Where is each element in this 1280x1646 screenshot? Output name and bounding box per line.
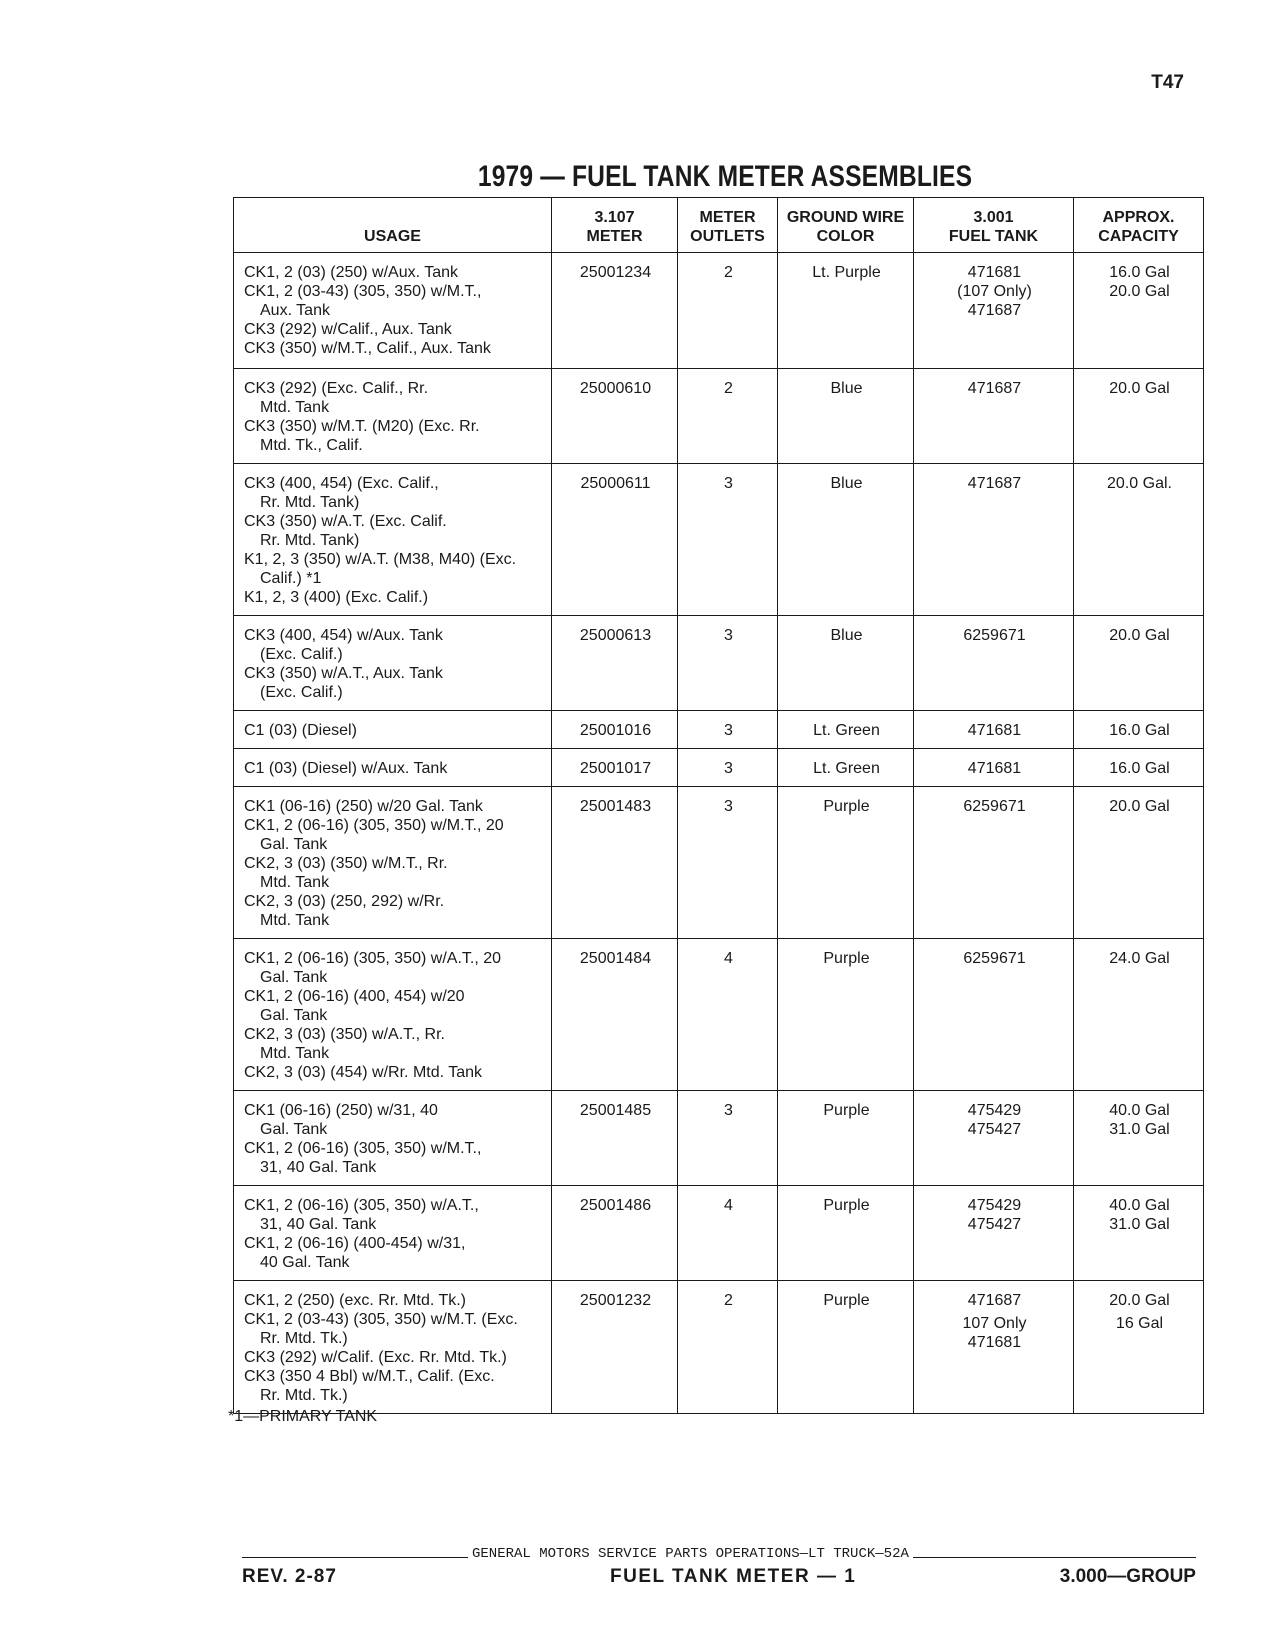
ground-wire-cell-value: Blue [830,627,863,644]
footer-operations: GENERAL MOTORS SERVICE PARTS OPERATIONS—LT TRUCK—52A [468,1546,913,1562]
fuel-tank-cell-value: 475427 [967,1216,1022,1233]
usage-line: Mtd. Tank [260,399,330,416]
header-usage: USAGE [234,198,552,253]
fuel-tank-cell-value: 471681 [967,1334,1022,1351]
usage-line: CK3 (350) w/M.T. (M20) (Exc. Rr. [244,418,480,435]
capacity-cell [1074,787,1204,939]
fuel-tank-cell-value: 475429 [967,1197,1022,1214]
usage-line: CK3 (292) w/Calif. (Exc. Rr. Mtd. Tk.) [244,1349,507,1366]
ground-wire-cell [778,369,914,464]
ground-wire-cell-value: Lt. Green [813,760,880,777]
usage-line: CK3 (292) w/Calif., Aux. Tank [244,321,452,338]
fuel-tank-cell [914,1091,1074,1186]
usage-line: CK1 (06-16) (250) w/31, 40 [244,1102,438,1119]
usage-line: C1 (03) (Diesel) w/Aux. Tank [244,760,448,777]
outlets-cell-value: 3 [724,627,733,644]
ground-wire-cell [778,787,914,939]
capacity-cell-value: 20.0 Gal. [1107,475,1172,492]
usage-line: 31, 40 Gal. Tank [260,1216,377,1233]
ground-wire-cell-value: Lt. Purple [812,264,881,281]
capacity-cell-value: 40.0 Gal [1109,1102,1170,1119]
table-row [234,939,1204,1091]
ground-wire-cell-value: Purple [823,798,870,815]
usage-line: Rr. Mtd. Tk.) [260,1330,348,1347]
fuel-tank-cell-value: 471681 [967,722,1022,739]
outlets-cell-value: 4 [724,1197,733,1214]
outlets-cell [678,749,778,787]
fuel-tank-cell-value: 471687 [967,1292,1022,1309]
page-id: T47 [1151,72,1184,93]
fuel-tank-meter-table [233,197,1204,1414]
capacity-cell [1074,1091,1204,1186]
fuel-tank-cell [914,787,1074,939]
ground-wire-cell-value: Lt. Green [813,722,880,739]
meter-cell [552,1281,678,1414]
usage-line: CK1, 2 (03-43) (305, 350) w/M.T. (Exc. [244,1311,518,1328]
ground-wire-cell [778,253,914,369]
outlets-cell-value: 3 [724,798,733,815]
outlets-cell [678,787,778,939]
ground-wire-cell [778,616,914,711]
fuel-tank-cell-value: 471681 [967,264,1022,281]
meter-cell-value: 25001485 [579,1102,652,1119]
fuel-tank-cell [914,749,1074,787]
header-meter: 3.107 METER [552,198,678,253]
usage-cell [234,787,552,939]
usage-line: CK3 (350 4 Bbl) w/M.T., Calif. (Exc. [244,1368,495,1385]
usage-line: (Exc. Calif.) [260,684,343,701]
usage-line: Mtd. Tank [260,874,330,891]
usage-line: CK3 (400, 454) (Exc. Calif., [244,475,439,492]
meter-cell-value: 25001234 [579,264,652,281]
usage-line: CK2, 3 (03) (350) w/A.T., Rr. [244,1026,445,1043]
capacity-cell-value: 31.0 Gal [1109,1216,1170,1233]
usage-line: CK3 (350) w/A.T., Aux. Tank [244,665,443,682]
outlets-cell [678,1186,778,1281]
meter-cell [552,711,678,749]
usage-line: CK1 (06-16) (250) w/20 Gal. Tank [244,798,483,815]
usage-line: Rr. Mtd. Tk.) [260,1387,348,1404]
footer-section-title: FUEL TANK METER — 1 [610,1566,857,1587]
ground-wire-cell [778,939,914,1091]
fuel-tank-cell [914,253,1074,369]
usage-line: 31, 40 Gal. Tank [260,1159,377,1176]
ground-wire-cell [778,1091,914,1186]
usage-line: CK1, 2 (03-43) (305, 350) w/M.T., [244,283,482,300]
outlets-cell [678,1281,778,1414]
usage-line: CK1, 2 (06-16) (305, 350) w/A.T., 20 [244,950,502,967]
usage-line: Aux. Tank [260,302,330,319]
usage-line: K1, 2, 3 (400) (Exc. Calif.) [244,589,429,606]
ground-wire-cell [778,464,914,616]
table-row [234,1186,1204,1281]
outlets-cell-value: 2 [724,264,733,281]
usage-cell [234,464,552,616]
usage-line: Gal. Tank [260,1121,328,1138]
usage-cell [234,253,552,369]
header-fuel-tank: 3.001 FUEL TANK [914,198,1074,253]
capacity-cell [1074,616,1204,711]
table-row [234,464,1204,616]
table-row [234,616,1204,711]
usage-line: CK3 (292) (Exc. Calif., Rr. [244,380,429,397]
fuel-tank-cell-value: 6259671 [963,798,1026,815]
usage-line: K1, 2, 3 (350) w/A.T. (M38, M40) (Exc. [244,551,517,568]
meter-cell [552,1091,678,1186]
table-row [234,1091,1204,1186]
usage-line: (Exc. Calif.) [260,646,343,663]
outlets-cell-value: 3 [724,760,733,777]
table-row [234,369,1204,464]
footnote: *1—PRIMARY TANK [228,1408,378,1425]
meter-cell-value: 25001486 [579,1197,652,1214]
page-title: 1979 — FUEL TANK METER ASSEMBLIES [477,160,973,193]
fuel-tank-cell-value: 6259671 [963,950,1026,967]
usage-line: Rr. Mtd. Tank) [260,532,360,549]
fuel-tank-cell [914,1281,1074,1414]
outlets-cell-value: 4 [724,950,733,967]
meter-cell [552,253,678,369]
table-row [234,711,1204,749]
capacity-cell-value: 40.0 Gal [1109,1197,1170,1214]
ground-wire-cell-value: Purple [823,1197,870,1214]
ground-wire-cell-value: Purple [823,1292,870,1309]
capacity-cell-value: 20.0 Gal [1109,380,1170,397]
fuel-tank-cell [914,1186,1074,1281]
fuel-tank-cell [914,616,1074,711]
usage-cell [234,749,552,787]
fuel-tank-cell-value: 471687 [967,475,1022,492]
capacity-cell-value: 20.0 Gal [1109,1292,1170,1309]
usage-line: C1 (03) (Diesel) [244,722,357,739]
usage-line: Mtd. Tank [260,1045,330,1062]
table-row [234,253,1204,369]
usage-line: CK3 (350) w/M.T., Calif., Aux. Tank [244,340,491,357]
capacity-cell [1074,749,1204,787]
usage-line: CK2, 3 (03) (250, 292) w/Rr. [244,893,445,910]
fuel-tank-cell-value: 107 Only [962,1315,1027,1332]
fuel-tank-cell [914,711,1074,749]
outlets-cell-value: 3 [724,722,733,739]
capacity-cell [1074,369,1204,464]
ground-wire-cell-value: Blue [830,475,863,492]
ground-wire-cell [778,749,914,787]
outlets-cell-value: 3 [724,475,733,492]
capacity-cell [1074,1281,1204,1414]
usage-cell [234,1281,552,1414]
capacity-cell-value: 16.0 Gal [1109,264,1170,281]
meter-cell-value: 25000613 [579,627,652,644]
usage-cell [234,1186,552,1281]
capacity-cell-value: 20.0 Gal [1109,798,1170,815]
meter-cell [552,749,678,787]
usage-line: Gal. Tank [260,836,328,853]
meter-cell [552,939,678,1091]
table-row [234,787,1204,939]
meter-cell [552,787,678,939]
outlets-cell [678,711,778,749]
meter-cell-value: 25001232 [579,1292,652,1309]
header-ground-wire: GROUND WIRE COLOR [778,198,914,253]
usage-line: Calif.) *1 [260,570,322,587]
usage-cell [234,711,552,749]
usage-line: Gal. Tank [260,969,328,986]
usage-line: CK2, 3 (03) (454) w/Rr. Mtd. Tank [244,1064,483,1081]
outlets-cell [678,616,778,711]
usage-line: Mtd. Tank [260,912,330,929]
outlets-cell [678,253,778,369]
capacity-cell-value: 20.0 Gal [1109,283,1170,300]
capacity-cell-value: 20.0 Gal [1109,627,1170,644]
meter-cell-value: 25001016 [579,722,652,739]
meter-cell-value: 25001484 [579,950,652,967]
capacity-cell-value: 16 Gal [1115,1315,1164,1332]
outlets-cell-value: 3 [724,1102,733,1119]
usage-cell [234,1091,552,1186]
fuel-tank-cell-value: 471687 [967,380,1022,397]
capacity-cell [1074,939,1204,1091]
outlets-cell [678,939,778,1091]
table-header-row [234,198,1204,253]
fuel-tank-cell-value: 475427 [967,1121,1022,1138]
ground-wire-cell-value: Purple [823,1102,870,1119]
usage-line: 40 Gal. Tank [260,1254,350,1271]
fuel-tank-cell-value: 6259671 [963,627,1026,644]
fuel-tank-cell-value: 471681 [967,760,1022,777]
usage-line: Mtd. Tk., Calif. [260,437,363,454]
usage-cell [234,616,552,711]
capacity-cell-value: 31.0 Gal [1109,1121,1170,1138]
capacity-cell-value: 24.0 Gal [1109,950,1170,967]
usage-line: CK1, 2 (03) (250) w/Aux. Tank [244,264,459,281]
meter-cell-value: 25000610 [579,380,652,397]
usage-cell [234,369,552,464]
usage-line: Rr. Mtd. Tank) [260,494,360,511]
outlets-cell [678,369,778,464]
usage-line: CK1, 2 (06-16) (400-454) w/31, [244,1235,466,1252]
footer-group: 3.000—GROUP [1059,1566,1196,1587]
capacity-cell-value: 16.0 Gal [1109,722,1170,739]
usage-line: CK1, 2 (06-16) (305, 350) w/A.T., [244,1197,479,1214]
outlets-cell [678,464,778,616]
usage-line: CK1, 2 (250) (exc. Rr. Mtd. Tk.) [244,1292,466,1309]
fuel-tank-cell [914,939,1074,1091]
meter-cell-value: 25001483 [579,798,652,815]
usage-line: CK3 (350) w/A.T. (Exc. Calif. [244,513,447,530]
header-outlets: METER OUTLETS [678,198,778,253]
capacity-cell-value: 16.0 Gal [1109,760,1170,777]
usage-line: Gal. Tank [260,1007,328,1024]
fuel-tank-cell [914,464,1074,616]
footer-revision: REV. 2-87 [242,1566,337,1587]
ground-wire-cell [778,1281,914,1414]
fuel-tank-cell-value: 475429 [967,1102,1022,1119]
usage-line: CK1, 2 (06-16) (305, 350) w/M.T., 20 [244,817,504,834]
header-capacity: APPROX. CAPACITY [1074,198,1204,253]
usage-cell [234,939,552,1091]
outlets-cell [678,1091,778,1186]
capacity-cell [1074,1186,1204,1281]
ground-wire-cell-value: Purple [823,950,870,967]
usage-line: CK2, 3 (03) (350) w/M.T., Rr. [244,855,448,872]
meter-cell-value: 25000611 [580,475,651,492]
usage-line: CK1, 2 (06-16) (305, 350) w/M.T., [244,1140,482,1157]
meter-cell-value: 25001017 [579,760,652,777]
capacity-cell [1074,464,1204,616]
outlets-cell-value: 2 [724,380,733,397]
usage-line: CK1, 2 (06-16) (400, 454) w/20 [244,988,465,1005]
usage-line: CK3 (400, 454) w/Aux. Tank [244,627,443,644]
table-row [234,749,1204,787]
capacity-cell [1074,711,1204,749]
fuel-tank-cell-value: (107 Only) [957,283,1032,300]
ground-wire-cell-value: Blue [830,380,863,397]
fuel-tank-cell-value: 471687 [967,302,1022,319]
outlets-cell-value: 2 [724,1292,733,1309]
capacity-cell [1074,253,1204,369]
ground-wire-cell [778,711,914,749]
meter-cell [552,369,678,464]
table-row [234,1281,1204,1414]
meter-cell [552,1186,678,1281]
fuel-tank-cell [914,369,1074,464]
table-body [234,253,1204,1414]
meter-cell [552,464,678,616]
meter-cell [552,616,678,711]
ground-wire-cell [778,1186,914,1281]
